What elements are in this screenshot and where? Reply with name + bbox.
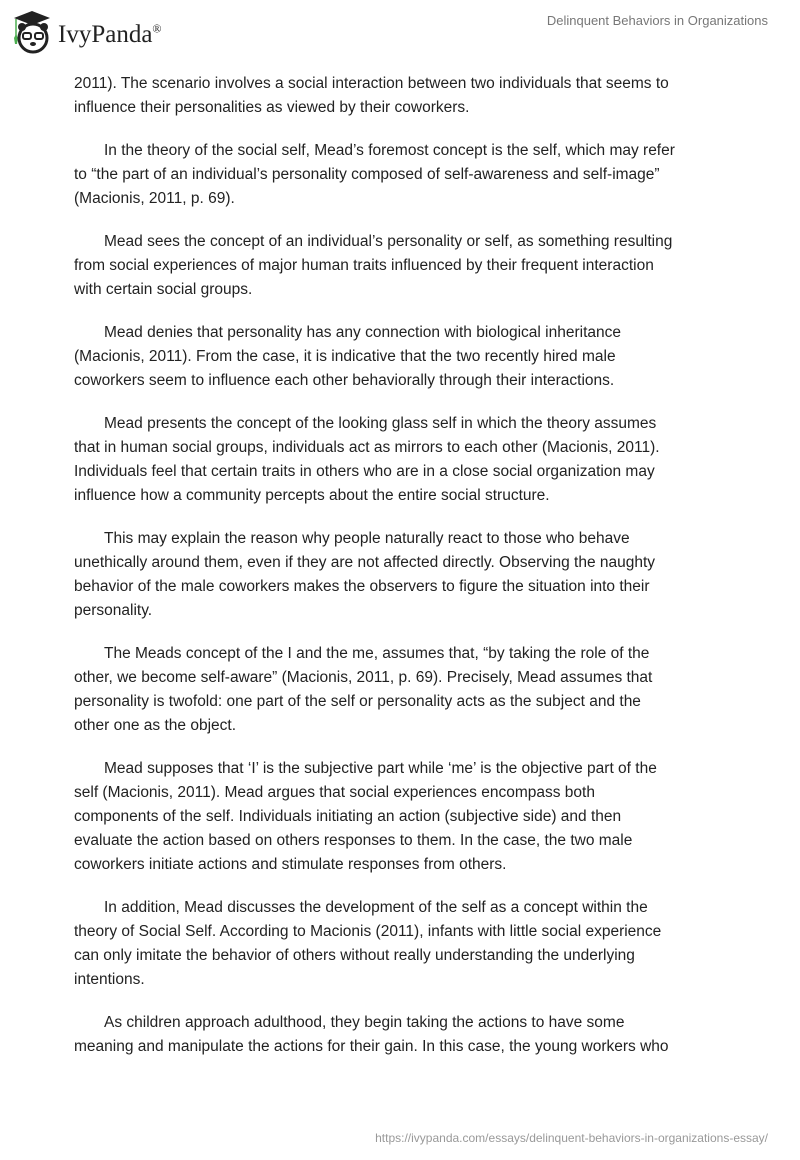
text-line: Mead presents the concept of the looking glass self in which the theory assumes bbox=[104, 415, 657, 432]
paragraph bbox=[74, 230, 734, 302]
paragraph bbox=[74, 642, 734, 738]
text-line: theory of Social Self. According to Macionis (2011), infants with little social experience bbox=[74, 923, 662, 940]
document-title: Delinquent Behaviors in Organizations bbox=[546, 13, 768, 28]
text-line: to “the part of an individual’s personality composed of self-awareness and self-image” bbox=[74, 166, 660, 183]
text-line: behavior of the male coworkers makes the observers to figure the situation into their bbox=[74, 578, 650, 595]
text-line: Mead denies that personality has any connection with biological inheritance bbox=[104, 324, 621, 341]
paragraph bbox=[74, 896, 734, 992]
registered-mark: ® bbox=[152, 21, 162, 36]
text-line: coworkers initiate actions and stimulate responses from others. bbox=[74, 856, 507, 873]
text-line: influence their personalities as viewed by their coworkers. bbox=[74, 99, 470, 116]
text-line: (Macionis, 2011, p. 69). bbox=[74, 190, 235, 207]
text-line: As children approach adulthood, they begin taking the actions to have some bbox=[104, 1014, 625, 1031]
logo-name: IvyPanda bbox=[58, 21, 153, 48]
text-line: components of the self. Individuals initiating an action (subjective side) and then bbox=[74, 808, 622, 825]
text-line: with certain social groups. bbox=[74, 281, 253, 298]
text-line: coworkers seem to influence each other behaviorally through their interactions. bbox=[74, 372, 615, 389]
paragraph bbox=[74, 1011, 734, 1059]
text-line: from social experiences of major human traits influenced by their frequent interaction bbox=[74, 257, 654, 274]
source-url[interactable]: https://ivypanda.com/essays/delinquent-behaviors-in-organizations-essay/ bbox=[375, 1131, 768, 1145]
text-line: In the theory of the social self, Mead’s foremost concept is the self, which may refer bbox=[104, 142, 675, 159]
paragraph bbox=[74, 139, 734, 211]
text-line: personality. bbox=[74, 602, 153, 619]
text-line: that in human social groups, individuals act as mirrors to each other (Macionis, 2011). bbox=[74, 439, 660, 456]
text-line: intentions. bbox=[74, 971, 145, 988]
text-line: other, we become self-aware” (Macionis, 2011, p. 69). Precisely, Mead assumes that bbox=[74, 669, 653, 686]
text-line: self (Macionis, 2011). Mead argues that social experiences encompass both bbox=[74, 784, 595, 801]
text-line: can only imitate the behavior of others without really understanding the underlying bbox=[74, 947, 635, 964]
text-line: other one as the object. bbox=[74, 717, 237, 734]
paragraph bbox=[74, 321, 734, 393]
paragraph bbox=[74, 72, 734, 120]
text-line: evaluate the action based on others responses to them. In the case, the two male bbox=[74, 832, 633, 849]
text-line: In addition, Mead discusses the development of the self as a concept within the bbox=[104, 899, 648, 916]
text-line: unethically around them, even if they are not affected directly. Observing the naughty bbox=[74, 554, 656, 571]
text-line: 2011). The scenario involves a social interaction between two individuals that seems to bbox=[74, 75, 669, 92]
text-line: This may explain the reason why people naturally react to those who behave bbox=[104, 530, 630, 547]
essay-body bbox=[74, 72, 734, 1078]
page-header bbox=[0, 0, 800, 60]
text-line: Individuals feel that certain traits in others who are in a close social organization may bbox=[74, 463, 655, 480]
text-line: personality is twofold: one part of the self or personality acts as the subject and the bbox=[74, 693, 641, 710]
paragraph bbox=[74, 527, 734, 623]
text-line: Mead supposes that ‘I’ is the subjective part while ‘me’ is the objective part of the bbox=[104, 760, 657, 777]
paragraph bbox=[74, 412, 734, 508]
paragraph bbox=[74, 757, 734, 877]
panda-graduate-icon bbox=[12, 8, 52, 54]
text-line: The Meads concept of the I and the me, assumes that, “by taking the role of the bbox=[104, 645, 650, 662]
logo-text bbox=[58, 21, 162, 49]
text-line: Mead sees the concept of an individual’s personality or self, as something resulting bbox=[104, 233, 673, 250]
text-line: influence how a community percepts about the entire social structure. bbox=[74, 487, 550, 504]
text-line: (Macionis, 2011). From the case, it is indicative that the two recently hired male bbox=[74, 348, 616, 365]
text-line: meaning and manipulate the actions for their gain. In this case, the young workers who bbox=[74, 1038, 669, 1055]
ivypanda-logo[interactable] bbox=[12, 8, 162, 54]
